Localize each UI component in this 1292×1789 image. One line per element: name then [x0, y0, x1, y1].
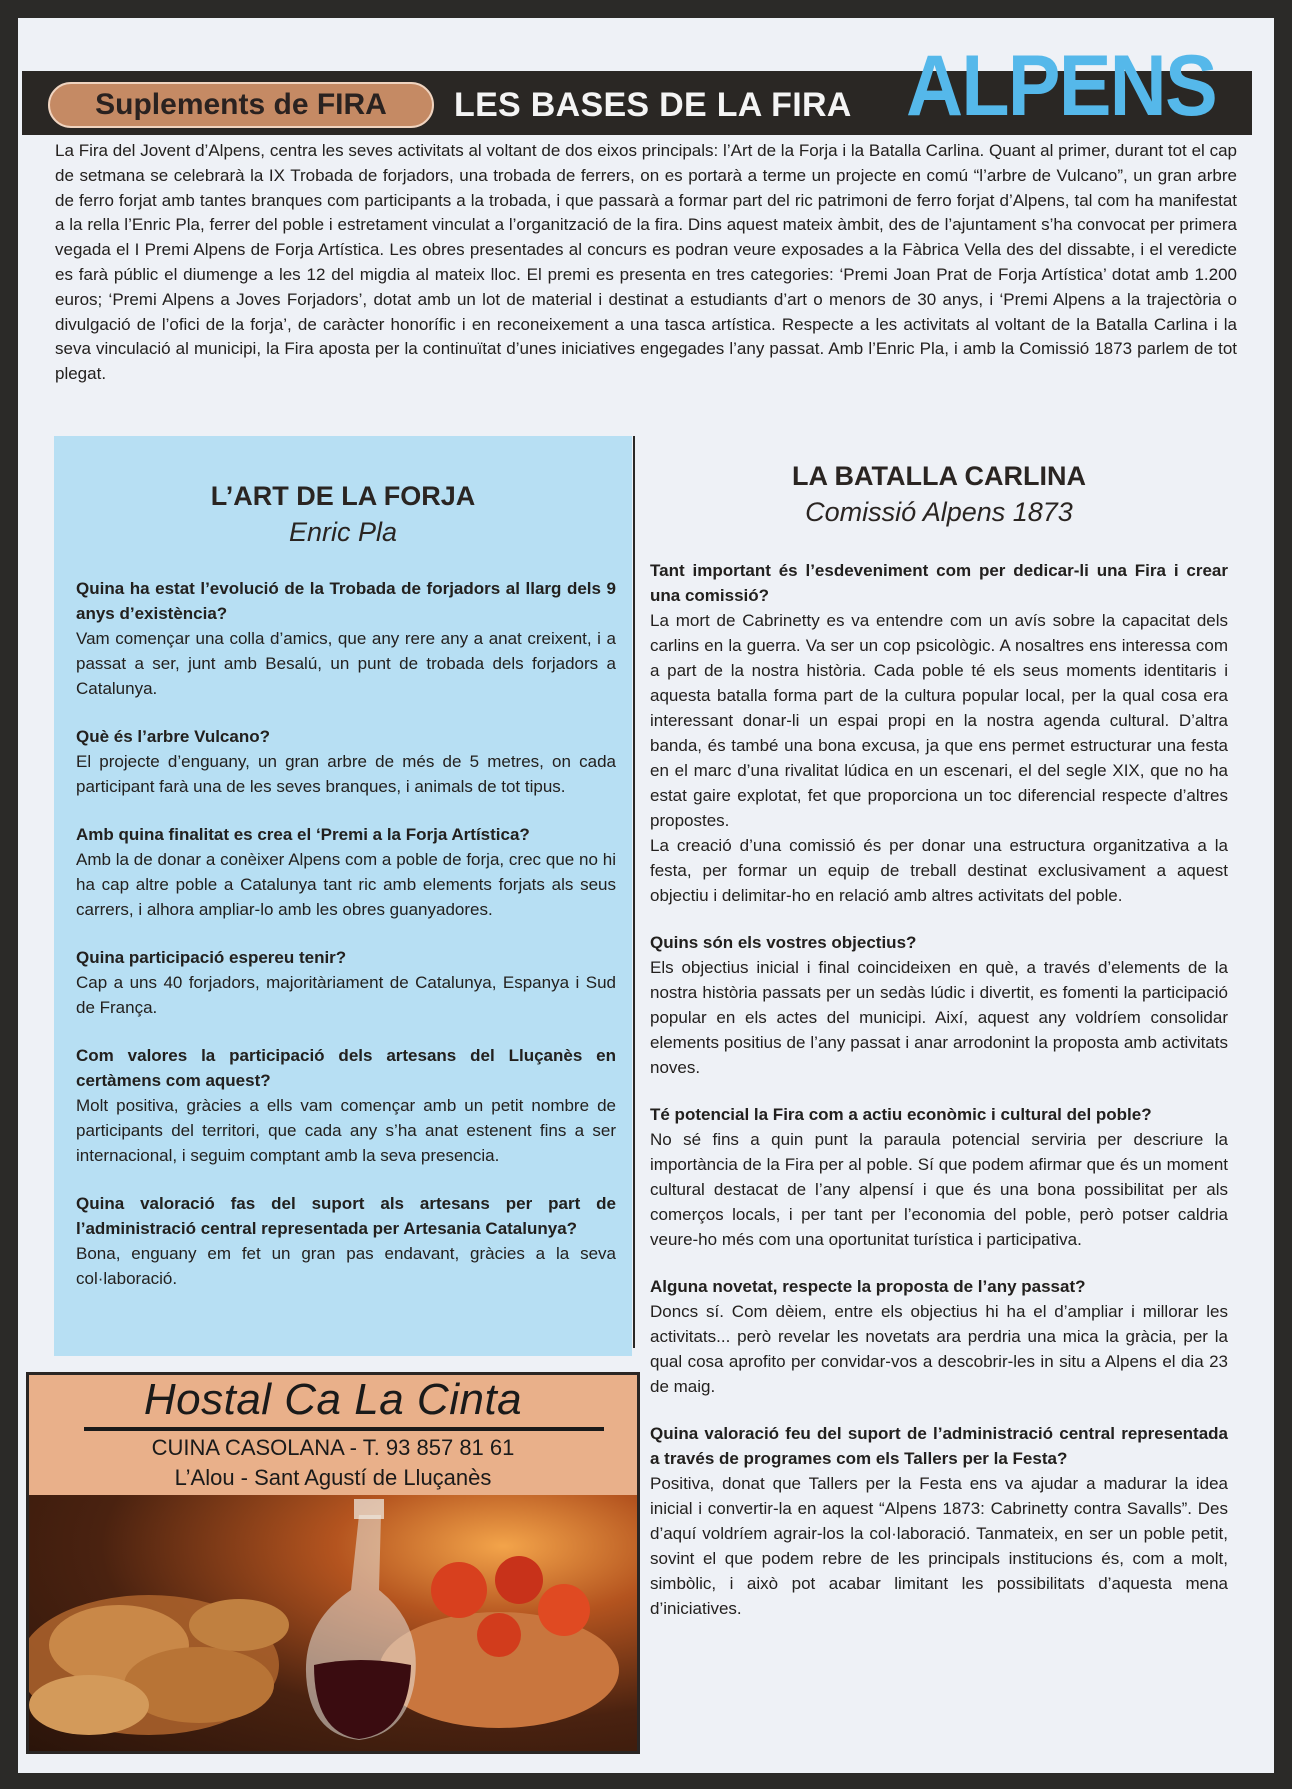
- answer: Cap a uns 40 forjadors, majoritàriament de Catalunya, Espanya i Sud de França.: [76, 973, 616, 1017]
- question: Té potencial la Fira com a actiu econòmic i cultural del poble?: [650, 1105, 1152, 1124]
- ad-phone-line: CUINA CASOLANA - T. 93 857 81 61: [151, 1435, 515, 1460]
- qa-item: [650, 1421, 1228, 1621]
- left-column-title: L’ART DE LA FORJA: [210, 481, 476, 511]
- question: Tant important és l’esdeveniment com per dedicar-li una Fira i crear una comissió?: [650, 561, 1228, 605]
- question: Quina ha estat l’evolució de la Trobada de forjadors al llarg dels 9 anys d’existència?: [76, 579, 616, 623]
- right-column-heading: [644, 458, 1234, 530]
- question: Quina participació espereu tenir?: [76, 948, 347, 967]
- qa-item: [76, 724, 616, 799]
- qa-item: [76, 945, 616, 1020]
- qa-item: [650, 558, 1228, 908]
- answer: La mort de Cabrinetty es va entendre com un avís sobre la capacitat dels carlins en la guerra. Va ser un cop psicològic. A nosaltres ens interessa com a part de la nostra història. Cada poble té els seus moments identitaris i aquesta batalla forma part de la cultura popular local, per la qual cosa era interessant donar-li un espai propi en la nostra agenda cultural. D’altra banda, és també una bona excusa, ja que ens permet estructurar una festa en el marc d’una rivalitat lúdica en un escenari, el del segle XIX, que no ha estat gaire explotat, fet que proporciona un toc diferencial respecte d’altres propostes.: [650, 611, 1228, 830]
- answer: Positiva, donat que Tallers per la Festa ens va ajudar a madurar la idea inicial i convertir-la en aquest “Alpens 1873: Cabrinetty contra Savalls”. Des d’aquí voldríem agrair-los la col·laboració. Tanmateix, en ser un poble petit, sovint el que podem rebre de les principals institucions és, com a molt, simbòlic, i això pot acabar limitant les possibilitats d’aquesta mena d’iniciatives.: [650, 1474, 1228, 1618]
- qa-item: [650, 1274, 1228, 1399]
- column-divider: [633, 436, 635, 1348]
- answer-continued: La creació d’una comissió és per donar una estructura organitzativa a la festa, per formar un equip de treball destinat exclusivament a aquest objectiu i delimitar-ho en relació amb altres activitats del poble.: [650, 836, 1228, 905]
- left-column-heading: [54, 478, 632, 550]
- question: Quina valoració feu del suport de l’administració central representada a través de programes com els Tallers per la Festa?: [650, 1424, 1228, 1468]
- ad-rule: [84, 1427, 604, 1431]
- brand-title: ALPENS: [906, 38, 1216, 134]
- left-column-subtitle: Enric Pla: [288, 517, 398, 547]
- answer: El projecte d’enguany, un gran arbre de més de 5 metres, on cada participant farà una de les seves branques, i animals de tot tipus.: [76, 752, 616, 796]
- qa-item: [76, 822, 616, 922]
- qa-item: [76, 576, 616, 701]
- ad-business-name: Hostal Ca La Cinta: [143, 1375, 523, 1424]
- question: Com valores la participació dels artesans del Lluçanès en certàmens com aquest?: [76, 1046, 616, 1090]
- question: Què és l’arbre Vulcano?: [76, 727, 270, 746]
- question: Quins són els vostres objectius?: [650, 933, 917, 952]
- ad-address-line: L’Alou - Sant Agustí de Lluçanès: [174, 1465, 492, 1490]
- answer: Doncs sí. Com dèiem, entre els objectius hi ha el d’ampliar i millorar les activitats... però revelar les novetats ara perdria una mica la gràcia, per la qual cosa aprofito per convidar-vos a descobrir-les in situ a Alpens el dia 23 de maig.: [650, 1302, 1228, 1396]
- intro-paragraph: La Fira del Jovent d’Alpens, centra les seves activitats al voltant de dos eixos principals: l’Art de la Forja i la Batalla Carlina. Quant al primer, durant tot el cap de setmana se celebrarà la IX Trobada de forjadors, una trobada de ferrers, on es portarà a terme un projecte en comú “l’arbre de Vulcano”, un gran arbre de ferro forjat amb tantes branques com participants a la trobada, i que passarà a formar part del ric patrimoni de ferro forjat d’Alpens, tal com ha manifestat a la rella l’Enric Pla, ferrer del poble i estretament vinculat a l’organització de la fira. Dins aquest mateix àmbit, des de l’ajuntament s’ha convocat per primera vegada el I Premi Alpens de Forja Artística. Les obres presentades al concurs es podran veure exposades a la Fàbrica Vella des del dissabte, i el veredicte es farà públic el diumenge a les 12 del migdia al mateix lloc. El premi es presenta en tres categories: ‘Premi Joan Prat de Forja Artística’ dotat amb 1.200 euros; ‘Premi Alpens a Joves Forjadors’, dotat amb un lot de material i destinat a estudiants d’art o menors de 30 anys, i ‘Premi Alpens a la trajectòria o divulgació de l’ofici de la forja’, de caràcter honorífic i en reconeixement a una tasca artística. Respecte a les activitats al voltant de la Batalla Carlina i la seva vinculació al municipi, la Fira aposta per la continuïtat d’unes iniciatives engegades l’any passat. Amb l’Enric Pla, i amb la Comissió 1873 parlem de tot plegat.: [55, 141, 1237, 384]
- qa-item: [650, 930, 1228, 1080]
- answer: Molt positiva, gràcies a ells vam començar amb un petit nombre de participants del territori, que cada any s’ha anat estenent fins a ser internacional, i seguim comptant amb la seva presencia.: [76, 1096, 616, 1165]
- left-column: [54, 436, 632, 1356]
- right-column-subtitle: Comissió Alpens 1873: [805, 497, 1073, 527]
- question: Alguna novetat, respecte la proposta de l’any passat?: [650, 1277, 1086, 1296]
- food-illustration: [29, 1495, 637, 1751]
- answer: Amb la de donar a conèixer Alpens com a poble de forja, crec que no hi ha cap altre poble a Catalunya tant ric amb elements forjats als seus carrers, i alhora ampliar-lo amb les obres guanyadores.: [76, 850, 616, 919]
- qa-item: [76, 1043, 616, 1168]
- ad-food-photo: [29, 1495, 637, 1751]
- qa-item: [76, 1191, 616, 1291]
- answer: Vam començar una colla d’amics, que any rere any a anat creixent, i a passat a ser, junt amb Besalú, un punt de trobada dels forjadors a Catalunya.: [76, 629, 616, 698]
- section-title: LES BASES DE LA FIRA: [454, 86, 852, 124]
- newspaper-page: [18, 18, 1274, 1773]
- left-qa-list: [76, 576, 616, 1314]
- hostal-advertisement: [26, 1372, 640, 1754]
- answer: No sé fins a quin punt la paraula potencial serviria per descriure la importància de la Fira per al poble. Sí que podem afirmar que és un moment cultural destacat de l’any alpensí i que és una bona possibilitat per als comerços locals, i per tant per l’economia del poble, però potser caldria veure-ho més com una oportunitat turística i participativa.: [650, 1130, 1228, 1249]
- supplement-label: Suplements de FIRA: [48, 82, 434, 128]
- answer: Bona, enguany em fet un gran pas endavant, gràcies a la seva col·laboració.: [76, 1244, 616, 1288]
- qa-item: [650, 1102, 1228, 1252]
- right-qa-list: [650, 558, 1228, 1643]
- question: Quina valoració fas del suport als artesans per part de l’administració central representada per Artesania Catalunya?: [76, 1194, 616, 1238]
- answer: Els objectius inicial i final coincideixen en què, a través d’elements de la nostra història passats per un sedàs lúdic i divertit, es fomenti la participació popular en els actes del municipi. Així, aquest any voldríem consolidar elements positius de l’any passat i anar arrodonint la proposta amb activitats noves.: [650, 958, 1228, 1077]
- question: Amb quina finalitat es crea el ‘Premi a la Forja Artística?: [76, 825, 530, 844]
- right-column-title: LA BATALLA CARLINA: [792, 461, 1086, 491]
